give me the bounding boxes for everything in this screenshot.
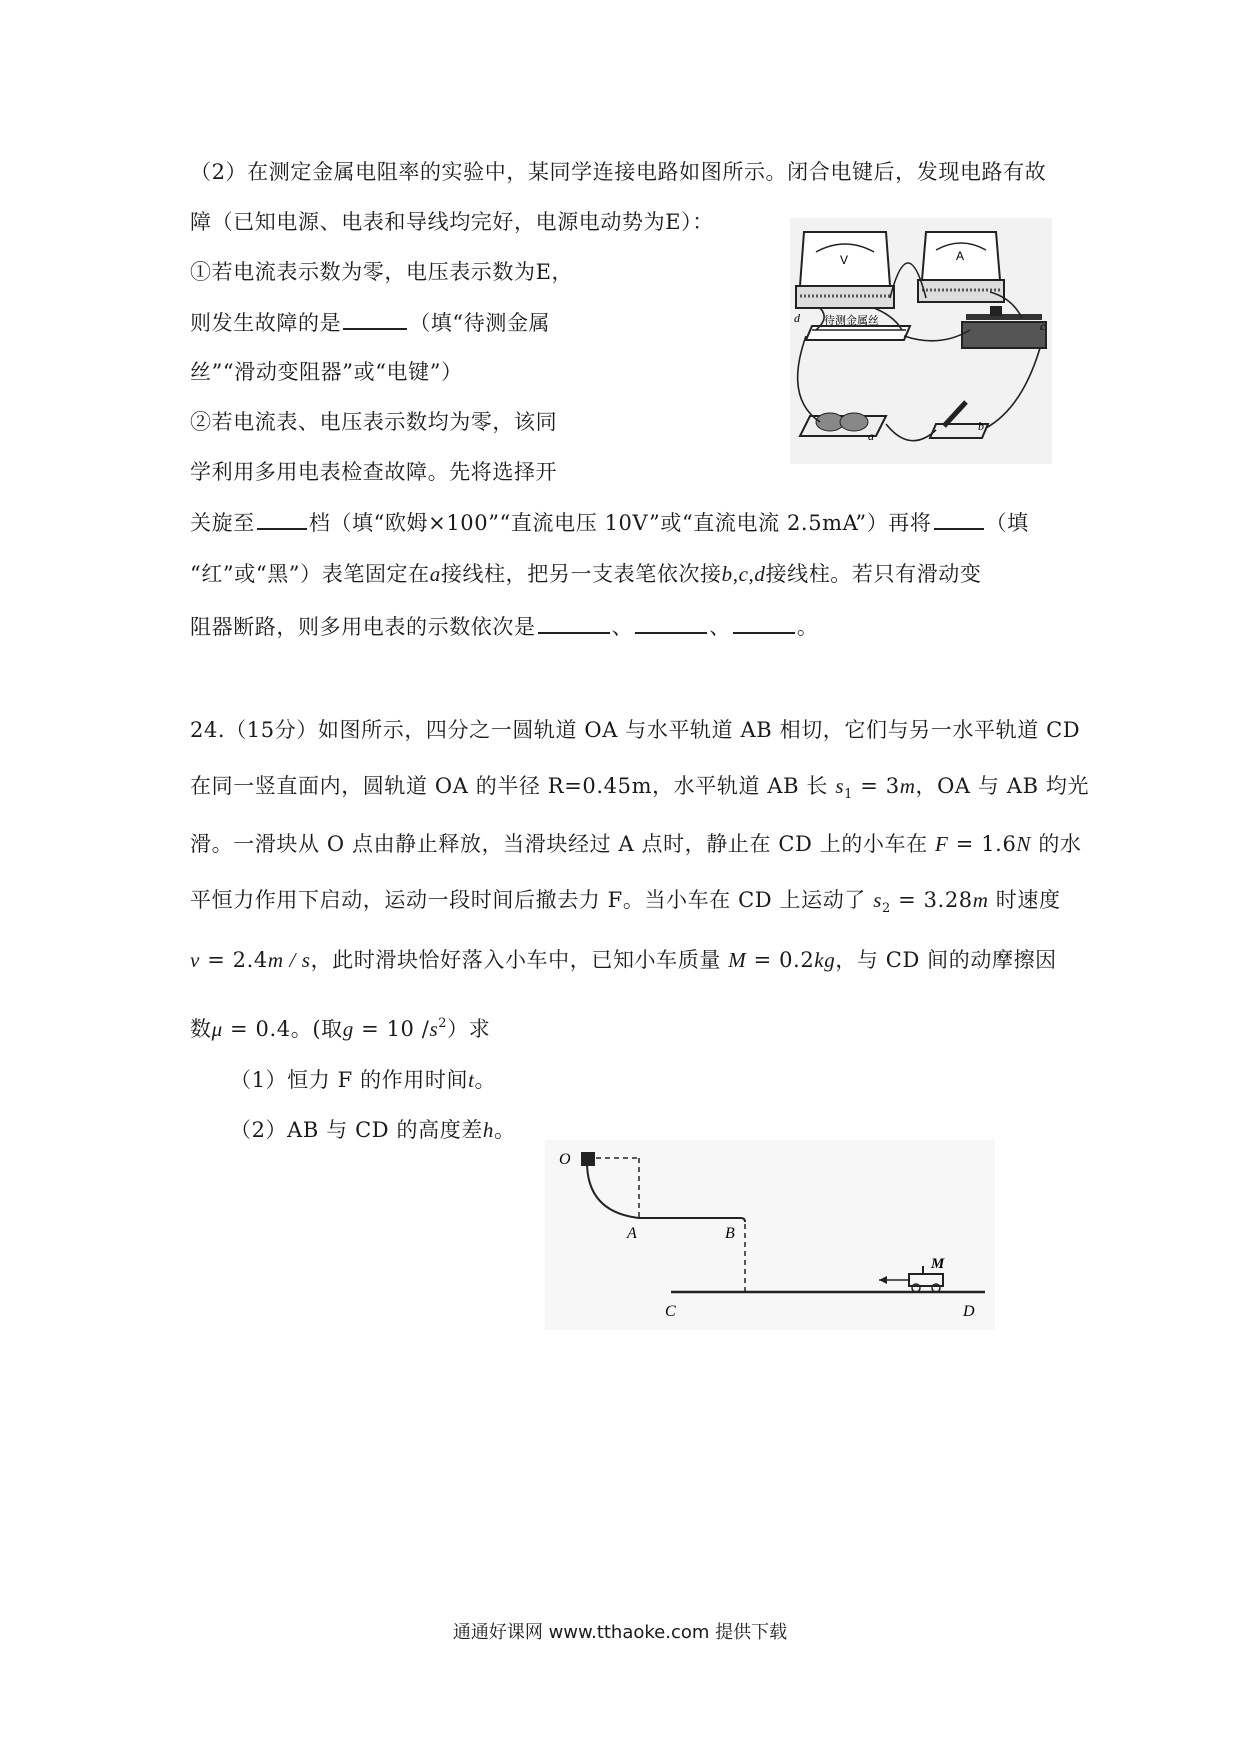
label-a: A bbox=[627, 1225, 637, 1242]
circuit-figure bbox=[790, 218, 1052, 464]
answer-blank-range[interactable] bbox=[257, 508, 307, 530]
answer-blank-reading-1[interactable] bbox=[538, 612, 610, 634]
q24-line-6: 数μ = 0.4。(取g = 10 $/s^2$）求 bbox=[190, 1016, 491, 1041]
part2-line-1: （2）在测定金属电阻率的实验中，某同学连接电路如图所示。闭合电键后，发现电路有故 bbox=[190, 160, 1047, 184]
q24-line-4: 平恒力作用下启动，运动一段时间后撤去力 F。当小车在 CD 上运动了 $s_2 = 3.28m$ 时速度 bbox=[190, 888, 1061, 916]
q24-line-5: v = 2.4m / s，此时滑块恰好落入小车中，已知小车质量 M = 0.2kg，与 CD 间的动摩擦因 bbox=[190, 948, 1057, 972]
ammeter-label: A bbox=[956, 249, 965, 263]
voltmeter-label: V bbox=[840, 253, 849, 267]
q1-line-2: 则发生故障的是 （填“待测金属 bbox=[190, 308, 550, 337]
terminal-a-label: a bbox=[868, 429, 874, 443]
q2-line-4: “红”或“黑”）表笔固定在a接线柱，把另一支表笔依次接b,c,d接线柱。若只有滑动变 bbox=[190, 562, 982, 586]
label-d: D bbox=[963, 1303, 975, 1320]
q2-line-5: 阻器断路，则多用电表的示数依次是 、 、 。 bbox=[190, 612, 818, 641]
label-m: M bbox=[931, 1256, 945, 1272]
q1-line-3: 丝”“滑动变阻器”或“电键”） bbox=[190, 360, 463, 384]
terminal-c-label: c bbox=[1040, 319, 1046, 333]
q24-sub-question-1: （1）恒力 F 的作用时间t。 bbox=[230, 1068, 497, 1092]
answer-blank-probe-color[interactable] bbox=[934, 508, 984, 530]
part2-line-2: 障（已知电源、电表和导线均完好，电源电动势为E）： bbox=[190, 210, 714, 234]
answer-blank-fault[interactable] bbox=[343, 308, 407, 330]
q2-line-2: 学利用多用电表检查故障。先将选择开 bbox=[190, 460, 558, 484]
answer-blank-reading-2[interactable] bbox=[635, 612, 707, 634]
q24-sub-question-2: （2）AB 与 CD 的高度差h。 bbox=[230, 1118, 516, 1142]
metal-wire-label: 待测金属丝 bbox=[824, 314, 879, 327]
metal-wire-board bbox=[806, 326, 910, 340]
label-o: O bbox=[559, 1151, 571, 1168]
label-b: B bbox=[725, 1225, 735, 1242]
track-figure bbox=[545, 1140, 995, 1330]
q1-line-1: ①若电流表示数为零，电压表示数为E， bbox=[190, 260, 574, 284]
terminal-d-label: d bbox=[794, 311, 800, 325]
q24-line-3: 滑。一滑块从 O 点由静止释放，当滑块经过 A 点时，静止在 CD 上的小车在 F = 1.6N 的水 bbox=[190, 832, 1082, 856]
label-c: C bbox=[665, 1303, 676, 1320]
q2-line-1: ②若电流表、电压表示数均为零，该同 bbox=[190, 410, 558, 434]
terminal-b-label: b bbox=[978, 419, 984, 433]
q24-line-1: 24.（15分）如图所示，四分之一圆轨道 OA 与水平轨道 AB 相切，它们与另一水平轨道 CD bbox=[190, 718, 1081, 742]
answer-blank-reading-3[interactable] bbox=[733, 612, 795, 634]
q2-line-3: 关旋至 档（填“欧姆×100”“直流电压 10V”或“直流电流 2.5mA”）再将 （填 bbox=[190, 508, 1029, 537]
voltmeter bbox=[796, 232, 894, 308]
footer-source-line: 通通好课网 www.tthaoke.com 提供下载 bbox=[452, 1622, 788, 1643]
q24-line-2: 在同一竖直面内，圆轨道 OA 的半径 R=0.45m，水平轨道 AB 长 $s_1 = 3m$，OA 与 AB 均光 bbox=[190, 774, 1090, 802]
